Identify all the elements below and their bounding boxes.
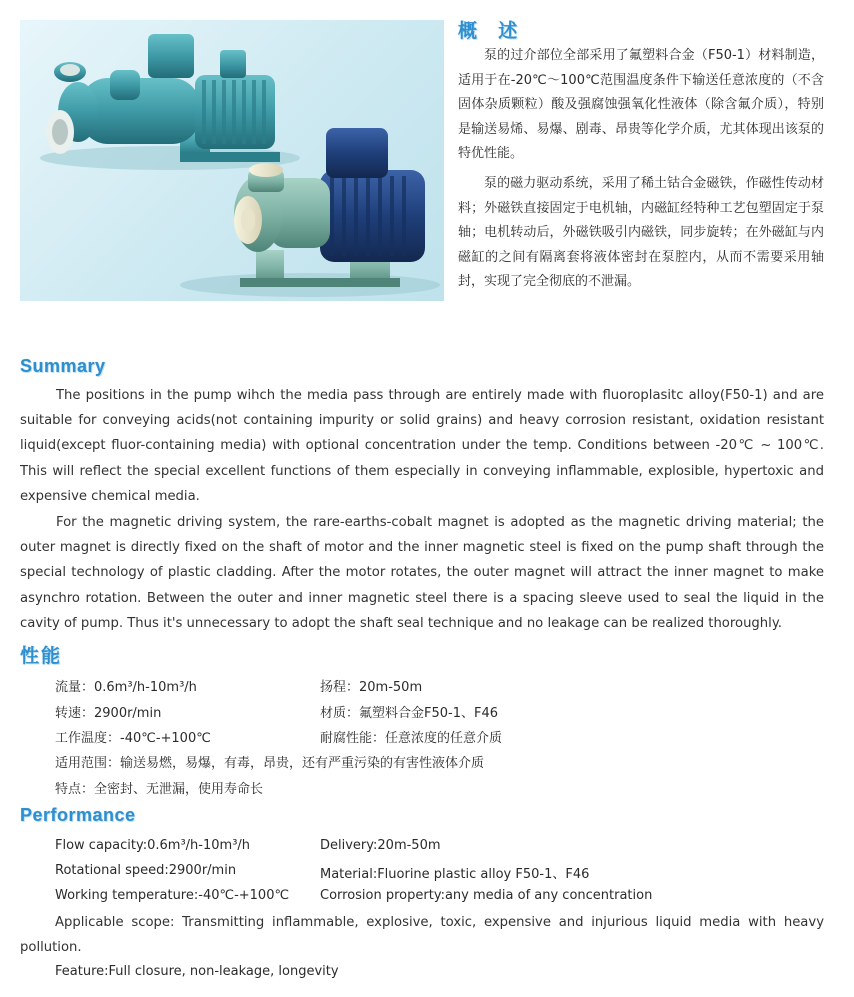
pump-product-photo [20,20,444,301]
performance-cn-heading: 性能 [20,646,63,667]
cn-temperature: 工作温度：-40℃-+100℃ [55,731,211,746]
cn-scope: 适用范围：输送易燃，易爆，有毒，昂贵，还有严重污染的有害性液体介质 [55,756,485,771]
cn-speed: 转速：2900r/min [55,706,162,721]
pump-teal [40,34,300,170]
cn-features: 特点：全密封、无泄漏，使用寿命长 [55,782,264,797]
performance-heading: Performance [20,805,136,825]
summary-paragraph-2: For the magnetic driving system, the rare-earths-cobalt magnet is adopted as the magnetic driving material; the outer magnet is directly fixed on the shaft of motor and the inner magnetic steel is fixed on the pump shaft through the special technology of plastic cladding. After the motor rotates, the outer magnet will attract the inner magnet to make asynchro rotation. Between the outer and inner magnetic steel there is a spacing sleeve used to seal the liquid in the cavity of pump. Thus it's unnecessary to adopt the shaft seal technique and no leakage can be realized thoroughly. [20,515,824,631]
en-speed: Rotational speed:2900r/min [55,863,237,878]
overview-heading: 概 述 [458,21,526,42]
pump-illustration [20,20,444,301]
cn-corrosion: 耐腐性能：任意浓度的任意介质 [320,731,503,746]
en-feature: Feature:Full closure, non-leakage, longevity [55,964,339,979]
en-scope: Applicable scope: Transmitting inflammable, explosive, toxic, expensive and injurious liquid media with heavy pollution. [20,915,824,955]
summary-paragraph-1: The positions in the pump wihch the media pass through are entirely made with fluoroplasitc alloy(F50-1) and are suitable for conveying acids(not containing impurity or solid grains) and heavy corrosion resistant, oxidation resistant liquid(except fluor-containing media) with optional concentration under the temp. Conditions between -20℃ ~ 100℃. This will reflect the special excellent functions of them especially in conveying inflammable, explosible, hypertoxic and expensive chemical media. [20,388,824,504]
cn-head: 扬程：20m-50m [320,680,423,695]
summary-heading: Summary [20,356,106,376]
overview-paragraph-1: 泵的过介部位全部采用了氟塑料合金（F50-1）材料制造，适用于在-20℃～100℃范围温度条件下输送任意浓度的（不含固体杂质颗粒）酸及强腐蚀强氧化性液体（除含氟介质），特别是输送易烯、易爆、剧毒、昂贵等化学介质，尤其体现出该泵的特优性能。 [458,48,824,162]
cn-material: 材质：氟塑料合金F50-1、F46 [320,706,499,721]
cn-flow: 流量：0.6m³/h-10m³/h [55,680,197,695]
en-corrosion: Corrosion property:any media of any concentration [320,888,653,903]
en-material: Material:Fluorine plastic alloy F50-1、F46 [320,867,590,882]
en-delivery: Delivery:20m-50m [320,838,441,853]
overview-paragraph-2: 泵的磁力驱动系统，采用了稀土钴合金磁铁，作磁性传动材料；外磁铁直接固定于电机轴，内磁缸经特种工艺包塑固定于泵轴；电机转动后，外磁铁吸引内磁铁，同步旋转；在外磁缸与内磁缸的之间有隔离套将液体密封在泵腔内，从而不需要采用轴封，实现了完全彻底的不泄漏。 [458,176,824,290]
en-flow: Flow capacity:0.6m³/h-10m³/h [55,838,251,853]
en-temperature: Working temperature:-40℃-+100℃ [55,888,290,903]
